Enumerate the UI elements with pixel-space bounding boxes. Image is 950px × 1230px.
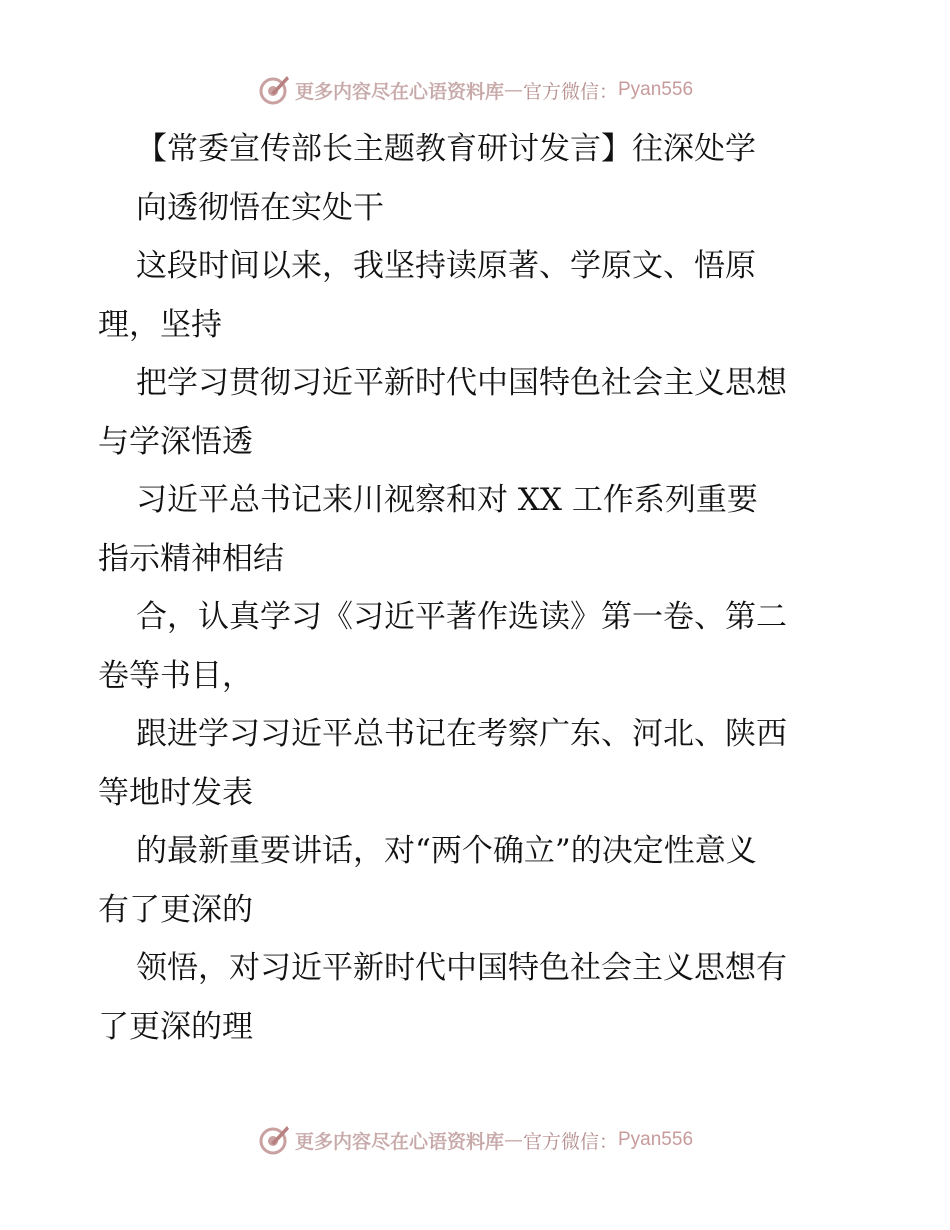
footer-watermark-banner <box>0 1120 950 1160</box>
paragraph-line: 的最新重要讲话，对“两个确立”的决定性意义 <box>136 833 757 869</box>
paragraph-line: 了更深的理 <box>98 1008 253 1045</box>
paragraph-line: 理，坚持 <box>98 306 222 343</box>
banner-site-text: 更多内容尽在心语资料库 <box>294 1130 504 1153</box>
paragraph-line: 卷等书目， <box>98 657 253 694</box>
paragraph-line: 习近平总书记来川视察和对 XX 工作系列重要 <box>136 482 758 518</box>
paragraph-line: 把学习贯彻习近平新时代中国特色社会主义思想 <box>136 365 787 401</box>
header-watermark-banner <box>0 70 950 110</box>
paragraph-line: 这段时间以来，我坚持读原著、学原文、悟原 <box>136 248 756 284</box>
paragraph-line: 领悟，对习近平新时代中国特色社会主义思想有 <box>136 950 787 986</box>
banner-wechat-label: 官方微信： <box>522 80 618 103</box>
document-body <box>98 120 858 1056</box>
quill-logo-icon <box>257 73 291 107</box>
paragraph-line: 有了更深的 <box>98 891 253 928</box>
title-line-2: 向透彻悟在实处干 <box>136 189 384 226</box>
banner-dash: — <box>503 1129 523 1151</box>
banner-site-text: 更多内容尽在心语资料库 <box>294 80 504 103</box>
paragraph-line: 与学深悟透 <box>98 423 253 460</box>
banner-wechat-id: Pyan556 <box>618 1129 694 1150</box>
paragraph-line: 跟进学习习近平总书记在考察广东、河北、陕西 <box>136 716 787 752</box>
paragraph-line: 等地时发表 <box>98 774 253 811</box>
banner-wechat-id: Pyan556 <box>618 79 694 100</box>
banner-dash: — <box>503 79 523 101</box>
title-line-1: 【常委宣传部长主题教育研讨发言】往深处学 <box>136 131 756 167</box>
quill-logo-icon <box>257 1123 291 1157</box>
paragraph-line: 合，认真学习《习近平著作选读》第一卷、第二 <box>136 599 787 635</box>
paragraph-line: 指示精神相结 <box>98 540 284 577</box>
banner-wechat-label: 官方微信： <box>522 1130 618 1153</box>
